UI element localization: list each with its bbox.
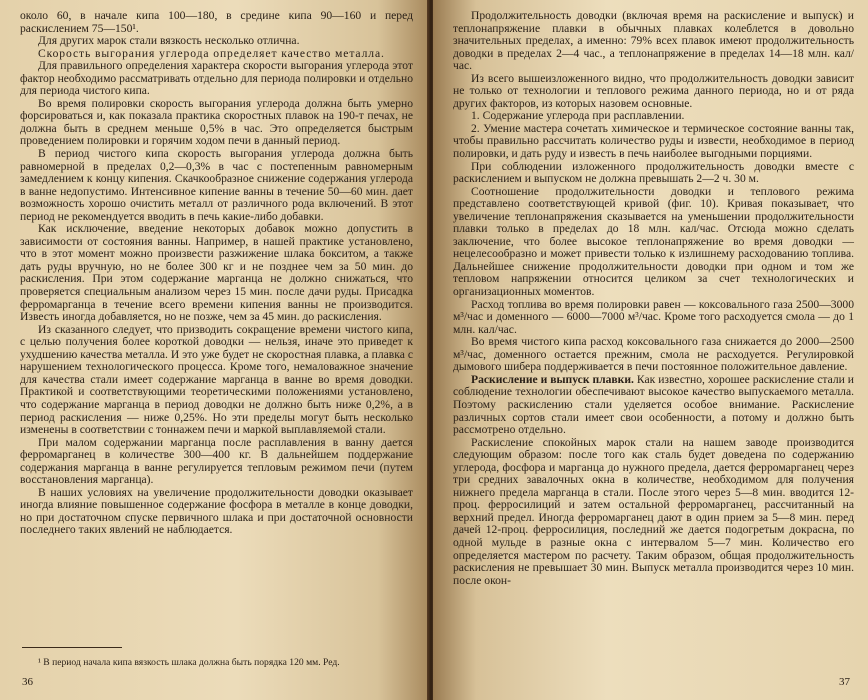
paragraph: Продолжительность доводки (включая время на раскисление и выпуск) и теплонапряжение плавки в обычных плавках колеблется в довольно значительных пределах, а именно: 79% всех плавок имеют продолжительность доводки в пределах 2—4 час., а теплонапряжение в пределах 14—18 млн. кал/час.: [453, 9, 854, 73]
paragraph: Из сказанного следует, что призводить сокращение времени чистого кипа, с целью получения более короткой доводки — нельзя, иначе это приведет к ухудшению качества металла. И это уже будет не скоростная плавка, а плавка с нарушением технологического процесса. Кроме того, немаловажное значение для качества стали имеет содержание марганца в ванне во время доводки. Практикой и соответствующими теоретическими положениями установлено, что содержание марганца в период доводки не должно быть ниже 0,2%, а в период раскисления — ниже 0,25%. Но эти пределы могут быть несколько изменены в соответствии с тоннажем печи и маркой выплавляемой стали.: [20, 322, 413, 437]
paragraph: Расход топлива во время полировки равен — коксовального газа 2500—3000 м³/час и доменного — 6000—7000 м³/час. Кроме того расходуется смола — до 1 млн. кал/час.: [453, 297, 854, 336]
paragraph: Скорость выгорания углерода определяет качество металла.: [38, 46, 385, 60]
paragraph: В период чистого кипа скорость выгорания углерода должна быть равномерной в пределах 0,2—0,3% в час с постепенным равномерным замедлением к концу кипения. Скачкообразное снижение содержания углерода в ванне недопустимо. Интенсивное кипение ванны в течение 50—60 мин. дает возможность хорошо очистить металл от различного рода включений. В этот период не рекомендуется вводить в печь какие-либо добавки.: [20, 147, 413, 223]
paragraph: Из всего вышеизложенного видно, что продолжительность доводки зависит не только от технологии и теплового режима данного периода, но и от ряда других факторов, из которых назовем основные.: [453, 71, 854, 110]
paragraph: При соблюдении изложенного продолжительность доводки вместе с раскислением и выпуском не должна превышать 2—2 ч. 30 м.: [453, 159, 854, 186]
page-number-right: 37: [839, 676, 850, 688]
paragraph: Во время полировки скорость выгорания углерода должна быть умерно форсироваться и, как показала практика скоростных плавок на 190-т печах, не должна быть в среднем меньше 0,5% в час. Это определяется быстрым проведением полировки и горячим ходом печи в данный период.: [20, 96, 413, 148]
paragraph: Раскисление спокойных марок стали на нашем заводе производится следующим образом: после того как сталь будет доведена по содержанию углерода, фосфора и марганца до нужного предела, дается ферромарганец через три средних завалочных окна в количестве, необходимом для получения нижнего предела марганца в стали. После этого через 5—8 мин. вводится 12-проц. ферросилиций и затем остальной ферромарганец, рассчитанный на верхний предел. Иногда ферромарганец дают в один прием за 5—8 мин. перед дачей 12-проц. ферросилиция, последний же дается подогретым докрасна, по одной мульде в разные окна с интервалом 5—7 мин. Количество его определяется мастером по расчету. Таким образом, общая продолжительность раскисления не превышает 30 мин. Выпуск металла производится через 10 мин. после окон-: [453, 435, 854, 587]
paragraph: Как исключение, введение некоторых добавок можно допустить в зависимости от состояния ванны. Например, в нашей практике установлено, что в этот момент можно произвести разжижение шлака бокситом, а также дать руды вручную, но не более 300 кг и не позднее чем за 50 мин. до раскисления. При этом содержание марганца не должно снижаться, что проверяется специальным анализом через 15 мин. после дачи руды. Присадка ферромарганца в течение всего времени кипения ванны не производится. Известь иногда добавляется, но не позже, чем за 45 мин. до раскисления.: [20, 222, 413, 324]
paragraph: Для правильного определения характера скорости выгорания углерода этот фактор необходимо рассматривать отдельно для периода полировки и отдельно для периода чистого кипа.: [20, 59, 413, 98]
paragraph: около 60, в начале кипа 100—180, в средине кипа 90—160 и перед раскислением 75—150¹.: [20, 9, 413, 35]
paragraph: 2. Умение мастера сочетать химическое и термическое состояние ванны так, чтобы правильно рассчитать количество руды и извести, необходимое в период полировки, и дать руду и известь в печь наиболее выгодными порциями.: [453, 121, 854, 161]
paragraph: Соотношение продолжительности доводки и теплового режима представлено соответствующей кривой (фиг. 10). Кривая показывает, что увеличение теплонапряжения сказывается на уменьшении продолжительности плавки только в пределах до 18 млн. кал/час. Отсюда можно сделать заключение, что более высокое теплонапряжение во время доводки — нецелесообразно и может привести только к излишнему расходованию топлива. Дальнейшее снижение продолжительности доводки при одном и том же тепловом напряжении относится целиком за счет технологических и организационных моментов.: [453, 184, 854, 299]
page-number-left: 36: [22, 676, 33, 688]
right-page: [433, 0, 868, 700]
footnote: ¹ В период начала кипа вязкость шлака должна быть порядка 120 мм. Ред.: [38, 657, 340, 668]
left-page: [0, 0, 429, 700]
paragraph: 1. Содержание углерода при расплавлении.: [471, 109, 685, 123]
right-page-text: [453, 10, 854, 587]
paragraph: Во время чистого кипа расход коксовального газа снижается до 2000—2500 м³/час, доменного остается прежним, смола не расходуется. Регулировкой дымового шибера поддерживается в печи постоянное положительное давление.: [453, 335, 854, 374]
left-page-text: [20, 10, 413, 537]
paragraph: Раскисление и выпуск плавки. Как известно, хорошее раскисление стали и соблюдение технологии обеспечивают высокое качество выпускаемого металла. Поэтому раскислению стали уделяется особое внимание. Раскисление различных сортов стали имеет свои особенности, а потому и должно быть рассмотрено отдельно.: [453, 372, 854, 437]
paragraph: При малом содержании марганца после расплавления в ванну дается ферромарганец в количестве 300—400 кг. В дальнейшем поддержание содержания марганца в ванне регулируется тепловым режимом печи (путем восстановления марганца).: [20, 435, 413, 487]
paragraph: Для других марок стали вязкость несколько отлична.: [38, 34, 300, 48]
footnote-rule: [22, 647, 122, 648]
paragraph: В наших условиях на увеличение продолжительности доводки оказывает иногда влияние повышенное содержание фосфора в металле в конце доводки, но при достаточном спуске первичного шлака и при достаточной основности последнего таких явлений не наблюдается.: [20, 485, 413, 537]
section-heading: Раскисление и выпуск плавки.: [471, 372, 634, 386]
